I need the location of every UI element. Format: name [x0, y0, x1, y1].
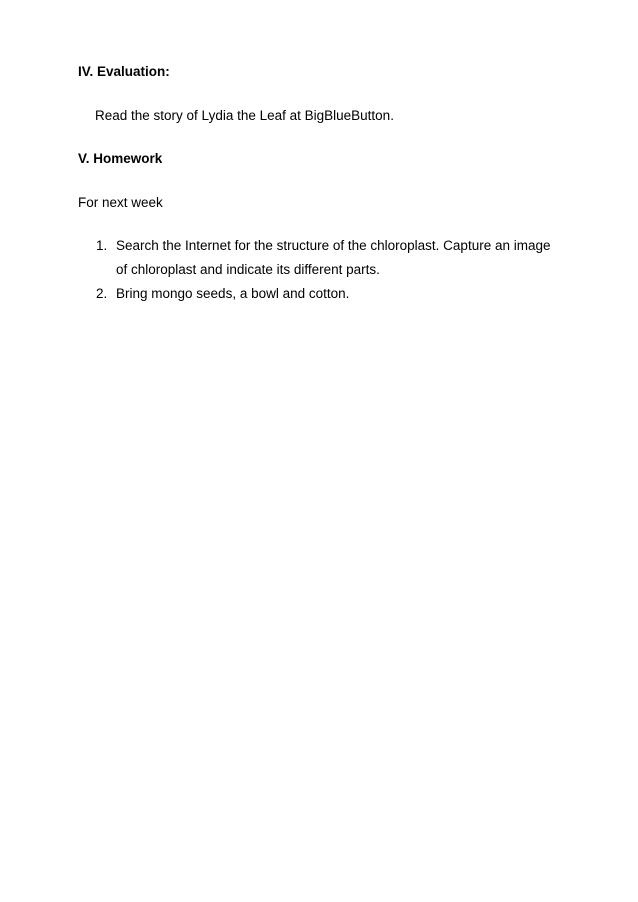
evaluation-body: Read the story of Lydia the Leaf at BigBlueButton. — [95, 108, 394, 123]
list-item-text: Search the Internet for the structure of the chloroplast. Capture an image of chloroplast and indicate its different parts. — [116, 238, 551, 277]
list-item-number: 2. — [96, 286, 108, 301]
homework-intro: For next week — [78, 195, 163, 210]
evaluation-heading: IV. Evaluation: — [78, 64, 170, 79]
homework-heading: V. Homework — [78, 151, 163, 166]
list-item-text: Bring mongo seeds, a bowl and cotton. — [116, 286, 350, 301]
list-item-number: 1. — [96, 238, 108, 253]
